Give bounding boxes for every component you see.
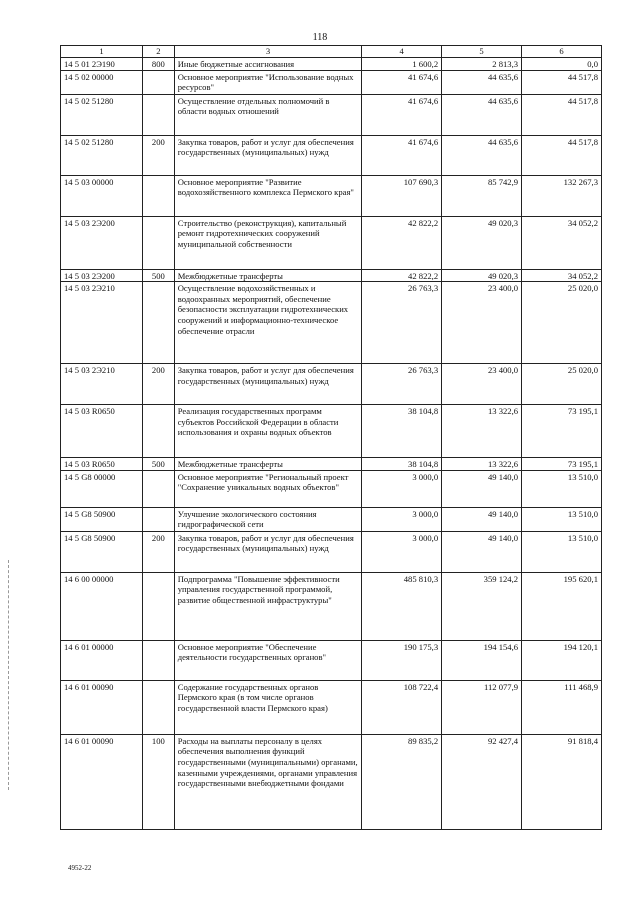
row-value-year2: 194 154,6 xyxy=(442,640,522,680)
row-name: Основное мероприятие "Использование водных ресурсов" xyxy=(174,70,362,94)
row-value-year3: 44 517,8 xyxy=(522,70,602,94)
table-row xyxy=(61,58,602,71)
row-code: 14 6 01 00090 xyxy=(61,734,143,829)
row-value-year2: 44 635,6 xyxy=(442,94,522,135)
table-row xyxy=(61,216,602,269)
table-row xyxy=(61,405,602,458)
row-value-year1: 1 600,2 xyxy=(362,58,442,71)
row-value-year2: 92 427,4 xyxy=(442,734,522,829)
row-value-year1: 42 822,2 xyxy=(362,269,442,282)
table-row xyxy=(61,531,602,572)
row-value-year3: 132 267,3 xyxy=(522,175,602,216)
row-code: 14 5 G8 00000 xyxy=(61,470,143,507)
row-code: 14 5 02 51280 xyxy=(61,94,143,135)
row-value-year3: 111 468,9 xyxy=(522,680,602,734)
row-expense-type xyxy=(142,175,174,216)
row-value-year3: 91 818,4 xyxy=(522,734,602,829)
row-value-year1: 26 763,3 xyxy=(362,282,442,364)
row-value-year2: 49 020,3 xyxy=(442,216,522,269)
row-value-year1: 41 674,6 xyxy=(362,70,442,94)
table-row xyxy=(61,269,602,282)
row-name: Закупка товаров, работ и услуг для обеспечения государственных (муниципальных) нужд xyxy=(174,364,362,405)
row-expense-type: 200 xyxy=(142,135,174,175)
row-value-year3: 25 020,0 xyxy=(522,282,602,364)
column-header: 6 xyxy=(522,46,602,58)
row-value-year2: 44 635,6 xyxy=(442,70,522,94)
row-value-year1: 485 810,3 xyxy=(362,572,442,640)
row-value-year3: 13 510,0 xyxy=(522,531,602,572)
row-value-year3: 0,0 xyxy=(522,58,602,71)
row-expense-type xyxy=(142,70,174,94)
column-header: 5 xyxy=(442,46,522,58)
row-value-year2: 49 020,3 xyxy=(442,269,522,282)
row-value-year2: 13 322,6 xyxy=(442,458,522,471)
table-row xyxy=(61,680,602,734)
row-value-year2: 44 635,6 xyxy=(442,135,522,175)
row-value-year2: 49 140,0 xyxy=(442,531,522,572)
row-value-year1: 3 000,0 xyxy=(362,531,442,572)
row-expense-type: 800 xyxy=(142,58,174,71)
row-code: 14 5 G8 50900 xyxy=(61,531,143,572)
table-row xyxy=(61,507,602,531)
row-code: 14 5 03 2Э210 xyxy=(61,364,143,405)
row-value-year1: 3 000,0 xyxy=(362,507,442,531)
row-value-year2: 23 400,0 xyxy=(442,364,522,405)
row-value-year1: 3 000,0 xyxy=(362,470,442,507)
row-code: 14 5 03 00000 xyxy=(61,175,143,216)
row-name: Содержание государственных органов Пермского края (в том числе органов государственной власти Пермского края) xyxy=(174,680,362,734)
row-expense-type xyxy=(142,282,174,364)
table-row xyxy=(61,640,602,680)
row-code: 14 5 02 51280 xyxy=(61,135,143,175)
row-value-year3: 194 120,1 xyxy=(522,640,602,680)
row-value-year1: 41 674,6 xyxy=(362,135,442,175)
row-name: Межбюджетные трансферты xyxy=(174,458,362,471)
row-value-year3: 25 020,0 xyxy=(522,364,602,405)
row-value-year2: 112 077,9 xyxy=(442,680,522,734)
column-header: 3 xyxy=(174,46,362,58)
row-code: 14 6 00 00000 xyxy=(61,572,143,640)
row-value-year2: 49 140,0 xyxy=(442,507,522,531)
row-code: 14 6 01 00090 xyxy=(61,680,143,734)
row-code: 14 5 03 R0650 xyxy=(61,405,143,458)
row-value-year2: 2 813,3 xyxy=(442,58,522,71)
row-name: Строительство (реконструкция), капитальный ремонт гидротехнических сооружений муниципальной собственности xyxy=(174,216,362,269)
row-value-year1: 42 822,2 xyxy=(362,216,442,269)
row-expense-type xyxy=(142,470,174,507)
row-value-year1: 38 104,8 xyxy=(362,458,442,471)
table-header-row xyxy=(61,46,602,58)
table-row xyxy=(61,572,602,640)
table-body xyxy=(61,58,602,830)
row-name: Реализация государственных программ субъектов Российской Федерации в области использования и охраны водных объектов xyxy=(174,405,362,458)
row-value-year1: 107 690,3 xyxy=(362,175,442,216)
margin-line xyxy=(8,560,10,790)
row-code: 14 5 02 00000 xyxy=(61,70,143,94)
row-value-year3: 73 195,1 xyxy=(522,458,602,471)
row-value-year1: 89 835,2 xyxy=(362,734,442,829)
row-value-year2: 23 400,0 xyxy=(442,282,522,364)
row-value-year2: 359 124,2 xyxy=(442,572,522,640)
row-code: 14 5 03 2Э200 xyxy=(61,216,143,269)
row-name: Межбюджетные трансферты xyxy=(174,269,362,282)
row-name: Иные бюджетные ассигнования xyxy=(174,58,362,71)
row-name: Осуществление водохозяйственных и водоохранных мероприятий, обеспечение безопасности эксплуатации гидротехнических сооружений и информационно-техническое обеспечение отрасли xyxy=(174,282,362,364)
column-header: 2 xyxy=(142,46,174,58)
row-name: Улучшение экологического состояния гидрографической сети xyxy=(174,507,362,531)
table-row xyxy=(61,94,602,135)
row-name: Расходы на выплаты персоналу в целях обеспечения выполнения функций государственными (муниципальными) органами, казенными учреждениями, органами управления государственными внебюджетными фондами xyxy=(174,734,362,829)
row-expense-type xyxy=(142,405,174,458)
row-value-year1: 38 104,8 xyxy=(362,405,442,458)
row-value-year2: 85 742,9 xyxy=(442,175,522,216)
row-code: 14 5 03 2Э200 xyxy=(61,269,143,282)
table-row xyxy=(61,70,602,94)
row-expense-type xyxy=(142,640,174,680)
row-expense-type xyxy=(142,216,174,269)
column-header: 1 xyxy=(61,46,143,58)
document-code: 4952-22 xyxy=(68,864,92,872)
row-expense-type xyxy=(142,94,174,135)
row-value-year3: 34 052,2 xyxy=(522,269,602,282)
row-expense-type: 200 xyxy=(142,531,174,572)
table-row xyxy=(61,135,602,175)
row-name: Закупка товаров, работ и услуг для обеспечения государственных (муниципальных) нужд xyxy=(174,135,362,175)
table-row xyxy=(61,175,602,216)
row-code: 14 5 G8 50900 xyxy=(61,507,143,531)
row-value-year1: 190 175,3 xyxy=(362,640,442,680)
page-number: 118 xyxy=(312,32,328,43)
row-expense-type: 200 xyxy=(142,364,174,405)
table-row xyxy=(61,364,602,405)
row-value-year3: 44 517,8 xyxy=(522,94,602,135)
row-value-year3: 34 052,2 xyxy=(522,216,602,269)
table-row xyxy=(61,734,602,829)
row-value-year2: 13 322,6 xyxy=(442,405,522,458)
row-expense-type xyxy=(142,680,174,734)
row-expense-type: 100 xyxy=(142,734,174,829)
table-row xyxy=(61,470,602,507)
row-expense-type: 500 xyxy=(142,458,174,471)
row-code: 14 6 01 00000 xyxy=(61,640,143,680)
row-name: Осуществление отдельных полномочий в области водных отношений xyxy=(174,94,362,135)
row-name: Основное мероприятие "Обеспечение деятельности государственных органов" xyxy=(174,640,362,680)
row-value-year3: 13 510,0 xyxy=(522,470,602,507)
row-value-year3: 195 620,1 xyxy=(522,572,602,640)
row-code: 14 5 03 2Э210 xyxy=(61,282,143,364)
row-name: Закупка товаров, работ и услуг для обеспечения государственных (муниципальных) нужд xyxy=(174,531,362,572)
row-value-year3: 44 517,8 xyxy=(522,135,602,175)
column-header: 4 xyxy=(362,46,442,58)
table-row xyxy=(61,282,602,364)
row-name: Основное мероприятие "Региональный проект "Сохранение уникальных водных объектов" xyxy=(174,470,362,507)
row-expense-type xyxy=(142,507,174,531)
row-expense-type: 500 xyxy=(142,269,174,282)
row-value-year1: 108 722,4 xyxy=(362,680,442,734)
row-value-year1: 41 674,6 xyxy=(362,94,442,135)
row-value-year3: 13 510,0 xyxy=(522,507,602,531)
row-code: 14 5 01 2Э190 xyxy=(61,58,143,71)
row-value-year3: 73 195,1 xyxy=(522,405,602,458)
row-name: Подпрограмма "Повышение эффективности управления государственной программой, развитие общественной инфраструктуры" xyxy=(174,572,362,640)
table-row xyxy=(61,458,602,471)
row-value-year1: 26 763,3 xyxy=(362,364,442,405)
row-name: Основное мероприятие "Развитие водохозяйственного комплекса Пермского края" xyxy=(174,175,362,216)
row-code: 14 5 03 R0650 xyxy=(61,458,143,471)
row-expense-type xyxy=(142,572,174,640)
row-value-year2: 49 140,0 xyxy=(442,470,522,507)
budget-table xyxy=(60,45,602,830)
